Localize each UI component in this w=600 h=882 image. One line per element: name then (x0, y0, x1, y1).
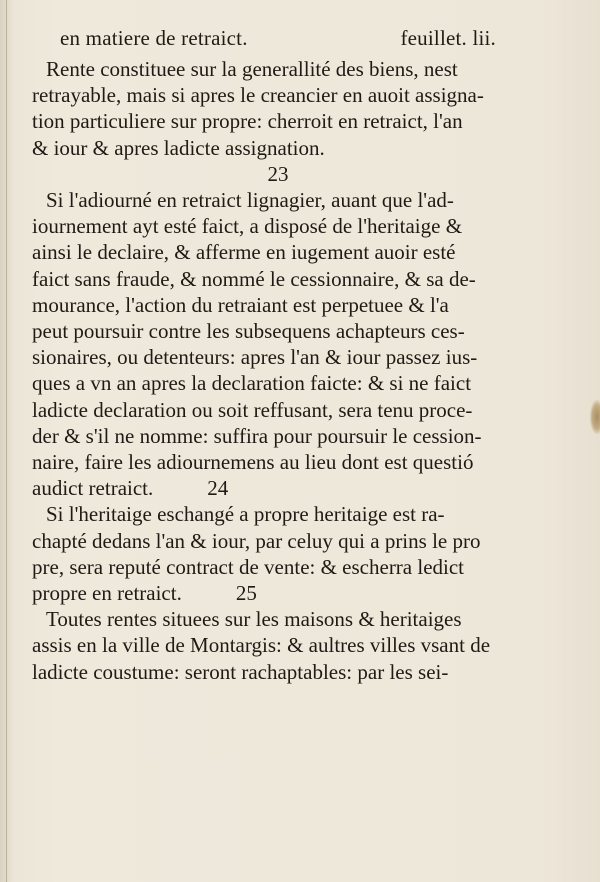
text-line: & iour & apres ladicte assignation. (32, 135, 325, 160)
text-line: pre, sera reputé contract de vente: & escherra ledict (32, 554, 465, 579)
article-number: 25 (235, 581, 257, 606)
text-line: assis en la ville de Montargis: & aultres villes vsant de (32, 633, 491, 658)
text-line: Rente constituee sur la generallité des biens, nest (46, 57, 458, 81)
text-line: ques a vn an apres la declaration faicte: & si ne faict (32, 371, 472, 396)
binding-edge (6, 0, 7, 882)
text-line: ainsi le declaire, & afferme en iugement auoir esté (32, 240, 456, 265)
text-line: audict retraict. 24 (32, 476, 229, 501)
text-line: tion particuliere sur propre: cherroit en retraict, l'an (32, 109, 463, 134)
running-header (60, 26, 496, 51)
text-line: naire, faire les adiournemens au lieu dont est questió (32, 450, 474, 475)
text-line: der & s'il ne nomme: suffira pour poursuir le cession- (32, 423, 482, 448)
text-line: Si l'heritaige eschangé a propre heritaige est ra- (46, 502, 445, 527)
text-line: Toutes rentes situees sur les maisons & heritaiges (46, 607, 462, 632)
page-body (32, 56, 491, 685)
text-line: ladicte declaration ou soit reffusant, sera tenu proce- (32, 397, 473, 422)
text-line: peut poursuir contre les subsequens achapteurs ces- (32, 319, 465, 344)
text-line: faict sans fraude, & nommé le cessionnaire, & sa de- (32, 266, 476, 291)
text-line: Si l'adiourné en retraict lignagier, auant que l'ad- (46, 188, 454, 213)
text-line: retrayable, mais si apres le creancier en auoit assigna- (32, 83, 484, 108)
ink-stain (590, 400, 600, 434)
article-number: 24 (207, 476, 229, 501)
text-line: iournement ayt esté faict, a disposé de l'heritaige & (32, 214, 463, 239)
running-title: en matiere de retraict. (60, 26, 248, 50)
article-number: 23 (267, 161, 289, 186)
text-line: sionaires, ou detenteurs: apres l'an & iour passez ius- (32, 345, 478, 370)
folio-number: feuillet. lii. (400, 26, 496, 50)
text-line: ladicte coustume: seront rachaptables: par les sei- (32, 659, 449, 684)
text-line: propre en retraict. 25 (32, 581, 257, 606)
text-line: mourance, l'action du retraiant est perpetuee & l'a (32, 292, 449, 317)
text-line: chapté dedans l'an & iour, par celuy qui a prins le pro (32, 528, 481, 553)
